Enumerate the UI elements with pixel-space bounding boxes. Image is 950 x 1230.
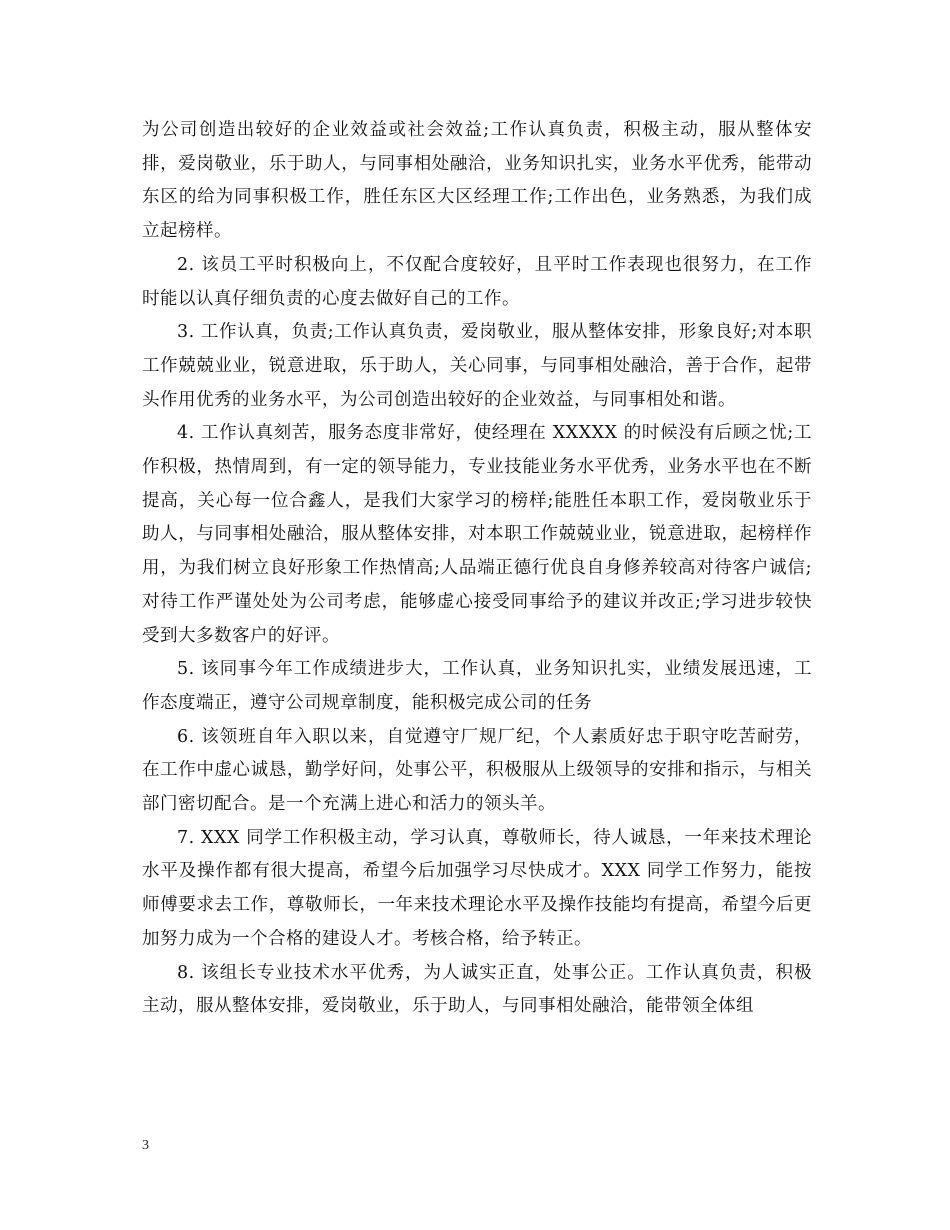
paragraph-item-4: 4. 工作认真刻苦，服务态度非常好，使经理在 XXXXX 的时候没有后顾之忧;工作积极，热情周到，有一定的领导能力，专业技能业务水平优秀，业务水平也在不断提高，关心每一位合鑫人，是我们大家学习的榜样;能胜任本职工作，爱岗敬业乐于助人，与同事相处融洽，服从整体安排，对本职工作兢兢业业，锐意进取，起榜样作用，为我们树立良好形象工作热情高;人品端正德行优良自身修养较高对待客户诚信;对待工作严谨处处为公司考虑，能够虚心接受同事给予的建议并改正;学习进步较快受到大多数客户的好评。 (142, 423, 812, 646)
paragraph-item-5: 5. 该同事今年工作成绩进步大，工作认真，业务知识扎实，业绩发展迅速，工作态度端正，遵守公司规章制度，能积极完成公司的任务 (142, 659, 812, 713)
paragraph-item-6: 6. 该领班自年入职以来，自觉遵守厂规厂纪，个人素质好忠于职守吃苦耐劳，在工作中虚心诚恳，勤学好问，处事公平，积极服从上级领导的安排和指示，与相关部门密切配合。是一个充满上进心和活力的领头羊。 (142, 726, 812, 815)
page-number: 3 (142, 1138, 149, 1153)
paragraph-item-2: 2. 该员工平时积极向上，不仅配合度较好，且平时工作表现也很努力，在工作时能以认真仔细负责的心度去做好自己的工作。 (142, 254, 812, 309)
document-body (142, 114, 812, 1024)
paragraph-item-7: 7. XXX 同学工作积极主动，学习认真，尊敬师长，待人诚恳，一年来技术理论水平及操作都有很大提高，希望今后加强学习尽快成才。XXX 同学工作努力，能按师傅要求去工作，尊敬师长，一年来技术理论水平及操作技能均有提高，希望今后更加努力成为一个合格的建设人才。考核合格，给予转正。 (142, 827, 812, 949)
paragraph-item-3: 3. 工作认真，负责;工作认真负责，爱岗敬业，服从整体安排，形象良好;对本职工作兢兢业业，锐意进取，乐于助人，关心同事，与同事相处融洽，善于合作，起带头作用优秀的业务水平，为公司创造出较好的企业效益，与同事相处和谐。 (142, 322, 812, 410)
paragraph-item-8: 8. 该组长专业技术水平优秀，为人诚实正直，处事公正。工作认真负责，积极主动，服从整体安排，爱岗敬业，乐于助人，与同事相处融洽，能带领全体组 (142, 962, 812, 1017)
paragraph-continuation: 为公司创造出较好的企业效益或社会效益;工作认真负责，积极主动，服从整体安排，爱岗敬业，乐于助人，与同事相处融洽，业务知识扎实，业务水平优秀，能带动东区的给为同事积极工作，胜任东区大区经理工作;工作出色，业务熟悉，为我们成立起榜样。 (142, 120, 812, 242)
